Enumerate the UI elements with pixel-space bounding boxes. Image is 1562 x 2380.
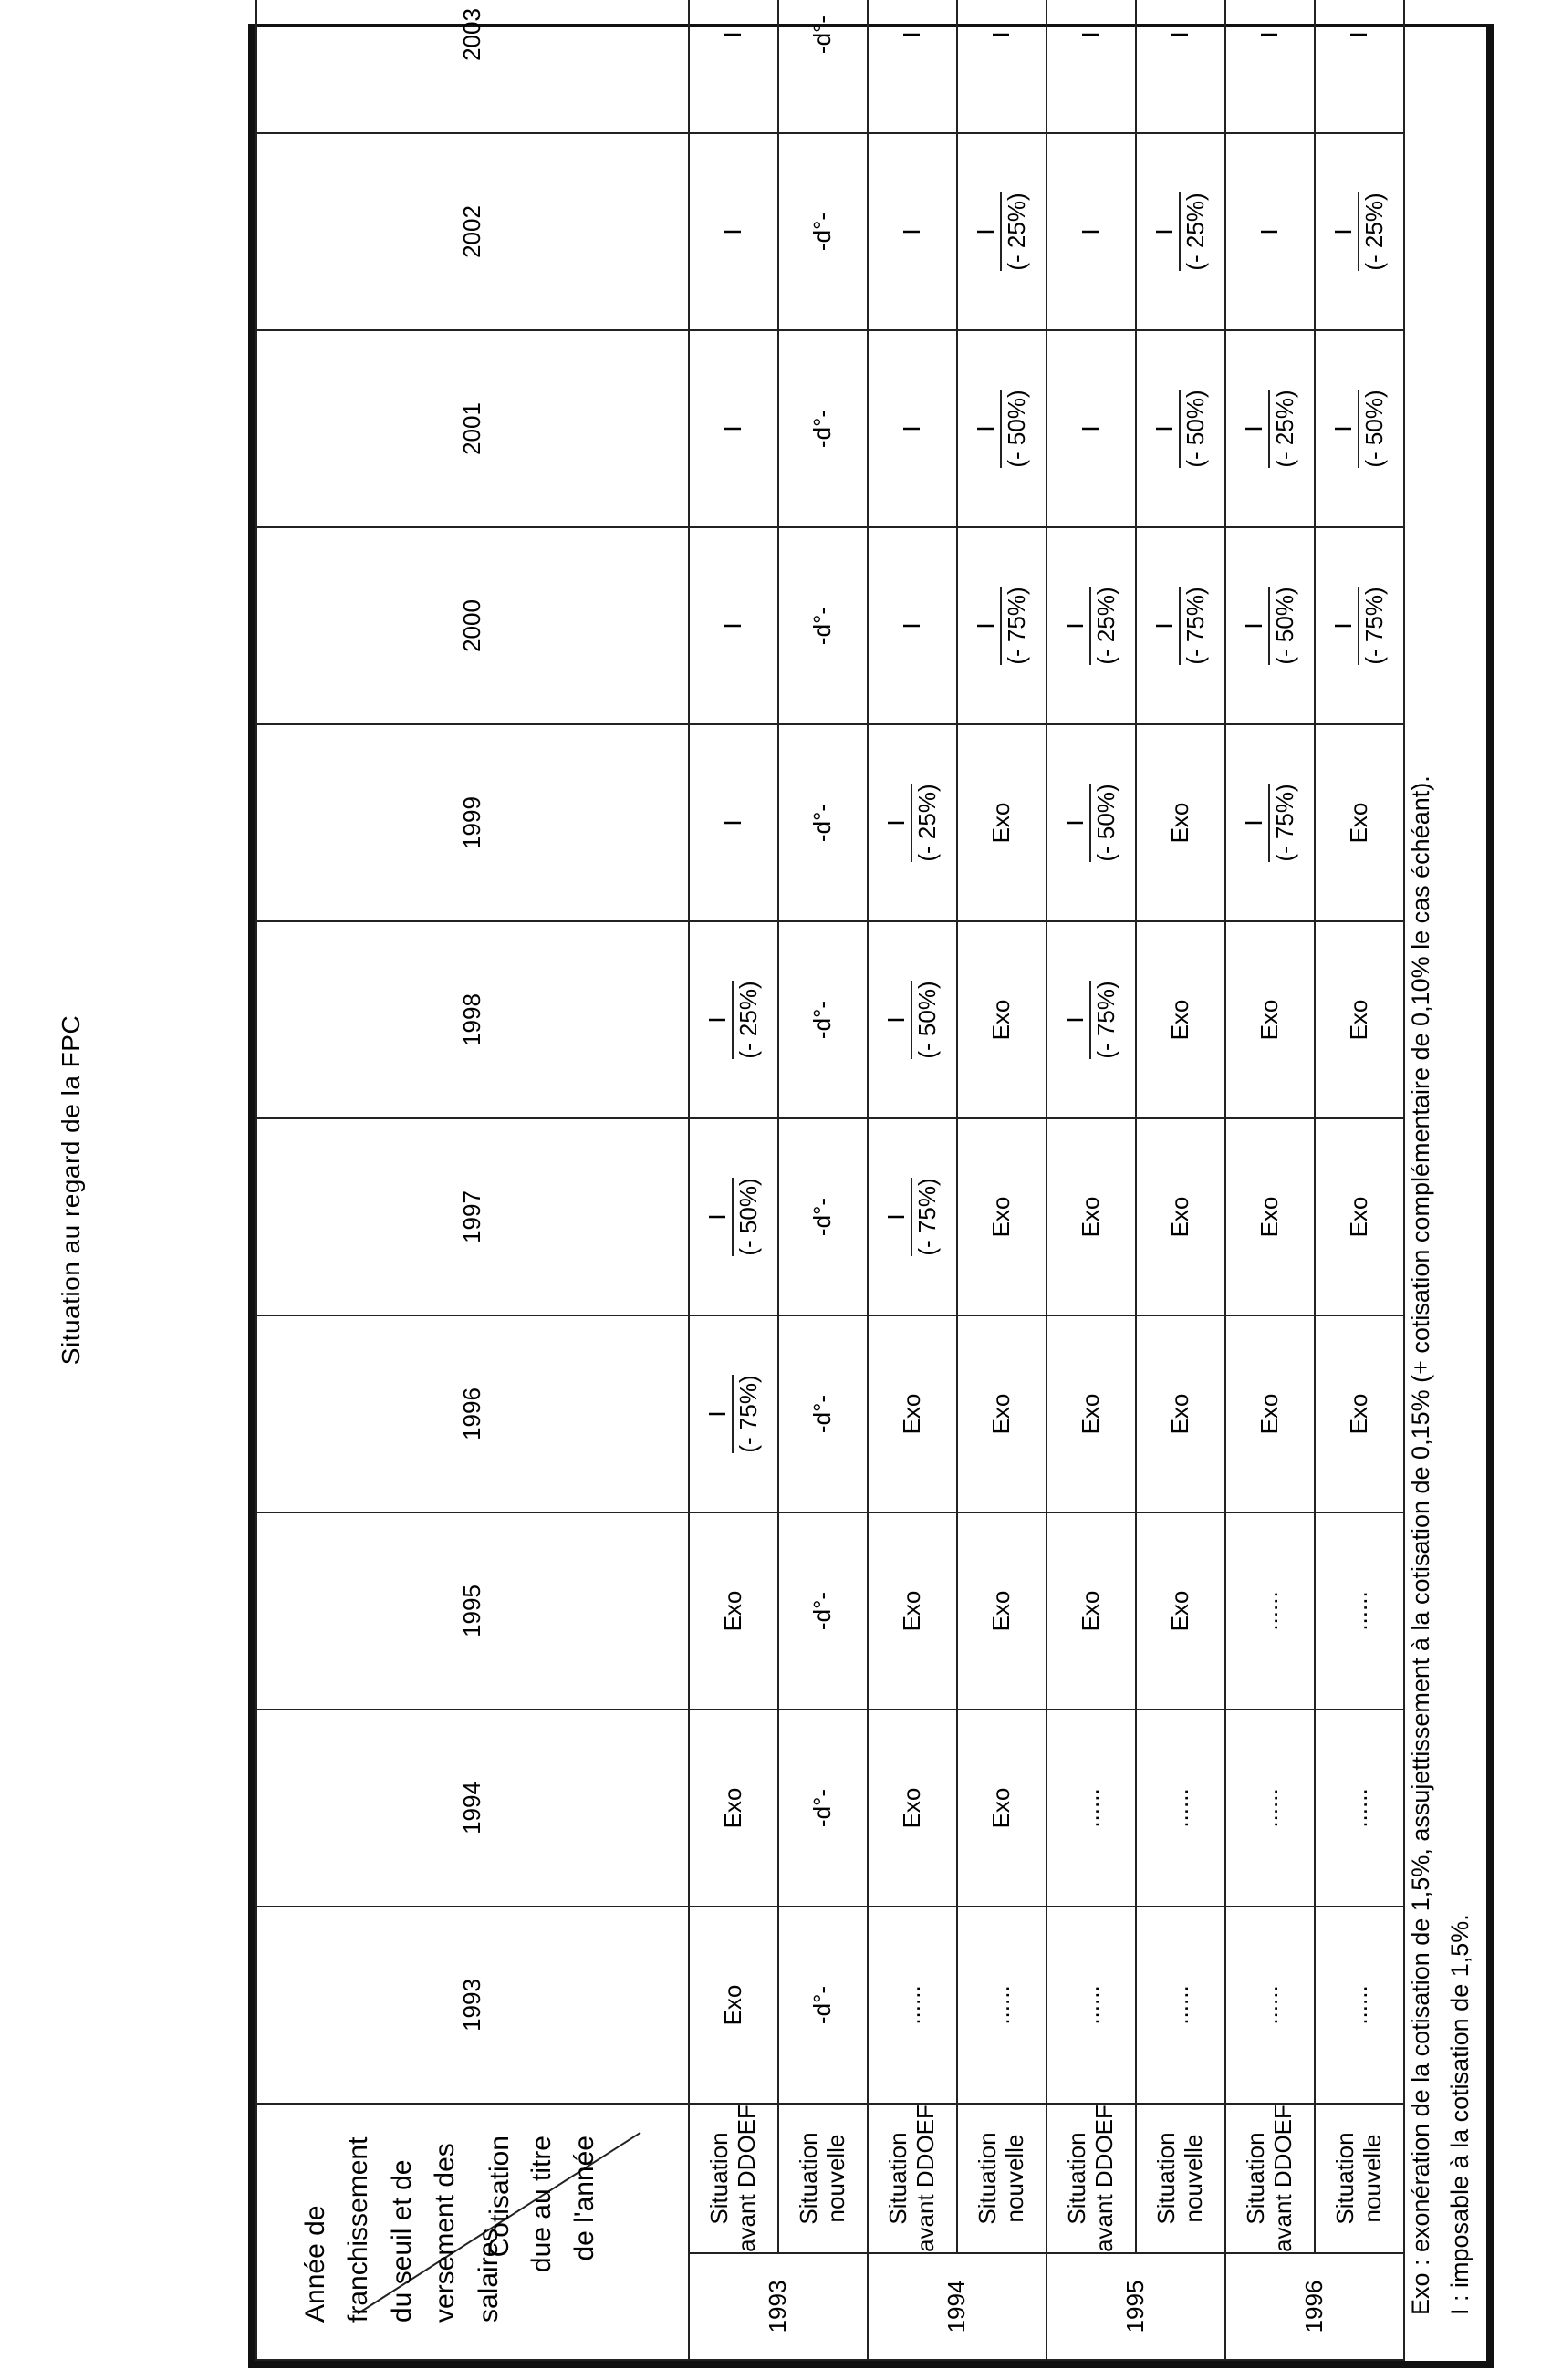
value-cell (778, 921, 868, 1118)
legend-i: I : imposable à la cotisation de 1,5%. (1446, 1914, 1474, 2315)
value-cell (1136, 0, 1225, 133)
cell-status: ...... (987, 1985, 1015, 2025)
cell-status: I (1240, 425, 1268, 432)
cell-status: -d°- (808, 212, 837, 252)
situation-label-line: Situation (795, 2132, 823, 2225)
value-cell (1136, 133, 1225, 330)
value-cell (957, 1512, 1047, 1710)
cell-status: I (898, 228, 926, 235)
value-cell (868, 330, 957, 527)
value-cell (1136, 1118, 1225, 1315)
cell-status: Exo (1077, 1590, 1105, 1632)
value-cell (957, 330, 1047, 527)
cell-status: I (703, 1213, 732, 1221)
cell-status: I (719, 31, 747, 38)
value-cell (868, 1907, 957, 2104)
cell-reduction: (- 25%) (1358, 192, 1389, 270)
year-header: 2001 (256, 330, 689, 527)
cell-status: I (1061, 1016, 1089, 1024)
cell-status: Exo (898, 1393, 926, 1435)
cell-status: Exo (719, 1984, 747, 2026)
value-cell (1225, 921, 1315, 1118)
value-cell (1315, 1512, 1404, 1710)
cell-status: -d°- (808, 803, 837, 843)
situation-label-cell (868, 2104, 957, 2253)
table-row (689, 0, 778, 2360)
cell-status: ...... (1255, 1591, 1284, 1631)
cell-status: I (898, 31, 926, 38)
cell-status: I (719, 425, 747, 432)
situation-label-line: nouvelle (1180, 2134, 1207, 2223)
value-cell (1225, 0, 1315, 133)
value-cell (1047, 527, 1136, 724)
threshold-year-cell: 1995 (1047, 2253, 1225, 2360)
value-cell (1047, 0, 1136, 133)
cell-status: I (1329, 228, 1358, 235)
cell-status: I (882, 1213, 911, 1221)
threshold-year-cell: 1994 (868, 2253, 1047, 2360)
value-cell (957, 724, 1047, 921)
corner-col-header-line: due au titre (526, 2136, 557, 2273)
value-cell (957, 1315, 1047, 1512)
value-cell (1225, 1710, 1315, 1907)
cell-reduction: (- 75%) (911, 1178, 942, 1255)
cell-status: I (1345, 31, 1373, 38)
cell-status: -d°- (808, 1197, 837, 1237)
threshold-year-cell: 1993 (689, 2253, 868, 2360)
cell-status: Exo (987, 1590, 1015, 1632)
cell-reduction: (- 25%) (732, 981, 763, 1058)
cell-status: -d°- (808, 409, 837, 449)
legend-exo: Exo : exonération de la cotisation de 1,5%, assujettissement à la cotisation de 0,15% (+ cotisation complémentaire de 0,10% le cas échéant). (1407, 775, 1434, 2315)
value-cell (778, 1118, 868, 1315)
value-cell (868, 1118, 957, 1315)
year-header: 2003 (256, 0, 689, 133)
value-cell (1136, 527, 1225, 724)
situation-label-cell (1225, 2104, 1315, 2253)
value-cell (1047, 921, 1136, 1118)
cell-reduction: (- 75%) (1358, 587, 1389, 664)
table-row (1047, 0, 1136, 2360)
cell-status: ...... (1077, 1985, 1105, 2025)
situation-label-line: Situation (1331, 2132, 1359, 2225)
value-cell (1047, 133, 1136, 330)
corner-row-header-line: franchissement (343, 2136, 374, 2323)
cell-reduction: (- 25%) (1000, 192, 1031, 270)
value-cell (778, 0, 868, 133)
situation-label-cell (689, 2104, 778, 2253)
value-cell (778, 1907, 868, 2104)
legend (1401, 0, 1480, 2361)
cell-reduction: (- 50%) (1358, 390, 1389, 467)
value-cell (1136, 330, 1225, 527)
cell-status: Exo (987, 1787, 1015, 1829)
cell-status: I (1151, 425, 1179, 432)
value-cell (1047, 1118, 1136, 1315)
cell-status: Exo (987, 1393, 1015, 1435)
cell-status: I (1061, 819, 1089, 826)
cell-status: I (972, 622, 1000, 629)
header-row (256, 0, 689, 2360)
value-cell (689, 1315, 778, 1512)
cell-status: Exo (898, 1787, 926, 1829)
cell-status: I (1329, 622, 1358, 629)
value-cell (778, 1710, 868, 1907)
cell-status: I (1151, 622, 1179, 629)
page-title: Situation au regard de la FPC (57, 1014, 85, 1366)
cell-status: Exo (898, 1590, 926, 1632)
fpc-table-frame (248, 8, 1494, 2368)
value-cell (778, 330, 868, 527)
value-cell (1047, 1907, 1136, 2104)
corner-col-header-line: de l'année (568, 2136, 599, 2261)
value-cell (689, 1512, 778, 1710)
value-cell (1225, 330, 1315, 527)
value-cell (689, 133, 778, 330)
cell-reduction: (- 50%) (1089, 784, 1120, 861)
value-cell (1225, 527, 1315, 724)
cell-status: I (703, 1016, 732, 1024)
value-cell (1315, 724, 1404, 921)
situation-label-cell (1136, 2104, 1225, 2253)
cell-status: I (1077, 425, 1105, 432)
year-header: 1994 (256, 1710, 689, 1907)
corner-col-header (479, 2136, 607, 2318)
value-cell (1136, 1710, 1225, 1907)
cell-reduction: (- 75%) (1179, 587, 1210, 664)
table-row (1136, 0, 1225, 2360)
cell-reduction: (- 25%) (1268, 390, 1299, 467)
value-cell (1225, 1512, 1315, 1710)
value-cell (1315, 1118, 1404, 1315)
value-cell (957, 1907, 1047, 2104)
cell-status: Exo (1166, 1393, 1194, 1435)
value-cell (689, 724, 778, 921)
cell-status: ...... (1345, 1788, 1373, 1828)
cell-status: I (1166, 31, 1194, 38)
cell-status: I (1151, 228, 1179, 235)
year-header: 1997 (256, 1118, 689, 1315)
cell-status: I (882, 819, 911, 826)
value-cell (868, 527, 957, 724)
cell-status: I (719, 622, 747, 629)
cell-status: ...... (1255, 1985, 1284, 2025)
cell-status: -d°- (808, 1394, 837, 1434)
situation-label-line: Situation (705, 2132, 734, 2225)
value-cell (689, 921, 778, 1118)
cell-status: ...... (1345, 1591, 1373, 1631)
value-cell (1315, 527, 1404, 724)
cell-status: -d°- (808, 15, 837, 55)
situation-label-line: avant DDOEF (733, 2105, 760, 2252)
cell-status: -d°- (808, 1591, 837, 1631)
value-cell (1047, 1315, 1136, 1512)
cell-reduction: (- 25%) (911, 784, 942, 861)
value-cell (868, 0, 957, 133)
cell-status: Exo (719, 1590, 747, 1632)
value-cell (1136, 724, 1225, 921)
cell-status: I (972, 228, 1000, 235)
corner-row-header-line: Année de (300, 2205, 330, 2323)
cell-status: Exo (987, 802, 1015, 844)
table-row (868, 0, 957, 2360)
fpc-table (255, 0, 1405, 2361)
value-cell (778, 133, 868, 330)
corner-row-header (294, 2104, 510, 2323)
value-cell (1225, 1907, 1315, 2104)
value-cell (957, 0, 1047, 133)
cell-status: -d°- (808, 1985, 837, 2025)
value-cell (868, 724, 957, 921)
value-cell (689, 1710, 778, 1907)
value-cell (1315, 1907, 1404, 2104)
value-cell (1315, 133, 1404, 330)
cell-status: Exo (1166, 802, 1194, 844)
cell-status: Exo (1345, 1393, 1373, 1435)
cell-status: I (1255, 228, 1284, 235)
situation-label-line: nouvelle (822, 2134, 849, 2223)
cell-reduction: (- 25%) (1179, 192, 1210, 270)
table-row (957, 0, 1047, 2360)
year-header: 1995 (256, 1512, 689, 1710)
value-cell (957, 1118, 1047, 1315)
value-cell (1225, 1315, 1315, 1512)
cell-reduction: (- 75%) (1268, 784, 1299, 861)
value-cell (1047, 1512, 1136, 1710)
value-cell (957, 527, 1047, 724)
year-header: 2000 (256, 527, 689, 724)
cell-status: Exo (1255, 1393, 1284, 1435)
year-header: 2002 (256, 133, 689, 330)
value-cell (868, 1315, 957, 1512)
situation-label-line: Situation (884, 2132, 912, 2225)
value-cell (689, 1907, 778, 2104)
cell-status: Exo (1077, 1196, 1105, 1238)
cell-status: I (972, 425, 1000, 432)
situation-label-cell (957, 2104, 1047, 2253)
cell-status: ...... (1255, 1788, 1284, 1828)
value-cell (1315, 1710, 1404, 1907)
value-cell (868, 1710, 957, 1907)
value-cell (868, 921, 957, 1118)
cell-status: Exo (1166, 999, 1194, 1041)
value-cell (689, 0, 778, 133)
cell-status: ...... (1166, 1985, 1194, 2025)
cell-reduction: (- 50%) (911, 981, 942, 1058)
table-row (1315, 0, 1404, 2360)
cell-status: Exo (1166, 1590, 1194, 1632)
cell-status: Exo (719, 1787, 747, 1829)
cell-reduction: (- 25%) (1089, 587, 1120, 664)
cell-status: I (1077, 31, 1105, 38)
cell-status: -d°- (808, 606, 837, 646)
cell-status: Exo (1077, 1393, 1105, 1435)
value-cell (689, 527, 778, 724)
value-cell (868, 1512, 957, 1710)
cell-status: Exo (1345, 1196, 1373, 1238)
cell-status: I (719, 228, 747, 235)
cell-reduction: (- 75%) (1089, 981, 1120, 1058)
cell-status: I (1240, 819, 1268, 826)
cell-status: I (1329, 425, 1358, 432)
cell-status: I (719, 819, 747, 826)
cell-status: I (703, 1410, 732, 1418)
year-header: 1998 (256, 921, 689, 1118)
situation-label-line: avant DDOEF (1269, 2105, 1296, 2252)
cell-reduction: (- 75%) (732, 1375, 763, 1452)
value-cell (778, 724, 868, 921)
value-cell (1047, 330, 1136, 527)
situation-label-line: avant DDOEF (911, 2105, 939, 2252)
corner-header-cell (256, 2104, 689, 2360)
value-cell (957, 921, 1047, 1118)
value-cell (868, 133, 957, 330)
cell-status: I (1061, 622, 1089, 629)
cell-status: I (882, 1016, 911, 1024)
cell-status: ...... (1345, 1985, 1373, 2025)
cell-status: Exo (1166, 1196, 1194, 1238)
value-cell (1225, 724, 1315, 921)
cell-status: ...... (898, 1985, 926, 2025)
value-cell (689, 330, 778, 527)
cell-status: Exo (1255, 1196, 1284, 1238)
cell-status: I (1077, 228, 1105, 235)
corner-col-header-line: Cotisation (484, 2136, 515, 2258)
value-cell (957, 1710, 1047, 1907)
cell-reduction: (- 50%) (732, 1178, 763, 1255)
cell-status: I (1255, 31, 1284, 38)
cell-status: Exo (1345, 802, 1373, 844)
situation-label-cell (778, 2104, 868, 2253)
table-row (1225, 0, 1315, 2360)
situation-label-line: Situation (1152, 2132, 1181, 2225)
situation-label-line: Situation (1242, 2132, 1270, 2225)
value-cell (1136, 1512, 1225, 1710)
value-cell (1315, 1315, 1404, 1512)
cell-reduction: (- 50%) (1268, 587, 1299, 664)
value-cell (689, 1118, 778, 1315)
situation-label-cell (1047, 2104, 1136, 2253)
situation-label-line: Situation (974, 2132, 1002, 2225)
cell-status: Exo (1345, 999, 1373, 1041)
situation-label-line: avant DDOEF (1090, 2105, 1118, 2252)
value-cell (1315, 921, 1404, 1118)
situation-label-line: Situation (1063, 2132, 1091, 2225)
cell-status: I (898, 425, 926, 432)
value-cell (1047, 1710, 1136, 1907)
year-header: 1993 (256, 1907, 689, 2104)
value-cell (1315, 0, 1404, 133)
corner-row-header-line: salaires (473, 2228, 504, 2323)
table-row (778, 0, 868, 2360)
cell-status: ...... (1166, 1788, 1194, 1828)
value-cell (778, 527, 868, 724)
cell-reduction: (- 50%) (1179, 390, 1210, 467)
year-header: 1999 (256, 724, 689, 921)
cell-status: ...... (1077, 1788, 1105, 1828)
cell-reduction: (- 50%) (1000, 390, 1031, 467)
cell-status: -d°- (808, 1000, 837, 1040)
cell-reduction: (- 75%) (1000, 587, 1031, 664)
value-cell (1047, 724, 1136, 921)
situation-label-cell (1315, 2104, 1404, 2253)
value-cell (778, 1315, 868, 1512)
value-cell (778, 1512, 868, 1710)
cell-status: Exo (987, 1196, 1015, 1238)
value-cell (1315, 330, 1404, 527)
cell-status: I (987, 31, 1015, 38)
situation-label-line: nouvelle (1359, 2134, 1386, 2223)
year-header: 1996 (256, 1315, 689, 1512)
corner-row-header-line: du seuil et de (386, 2159, 417, 2323)
cell-status: Exo (987, 999, 1015, 1041)
value-cell (1136, 921, 1225, 1118)
threshold-year-cell: 1996 (1225, 2253, 1404, 2360)
cell-status: I (1240, 622, 1268, 629)
cell-status: Exo (1255, 999, 1284, 1041)
value-cell (1225, 1118, 1315, 1315)
value-cell (957, 133, 1047, 330)
situation-label-line: nouvelle (1001, 2134, 1028, 2223)
value-cell (1136, 1315, 1225, 1512)
cell-status: -d°- (808, 1788, 837, 1828)
value-cell (1225, 133, 1315, 330)
cell-status: I (898, 622, 926, 629)
value-cell (1136, 1907, 1225, 2104)
corner-row-header-line: versement des (430, 2143, 461, 2323)
